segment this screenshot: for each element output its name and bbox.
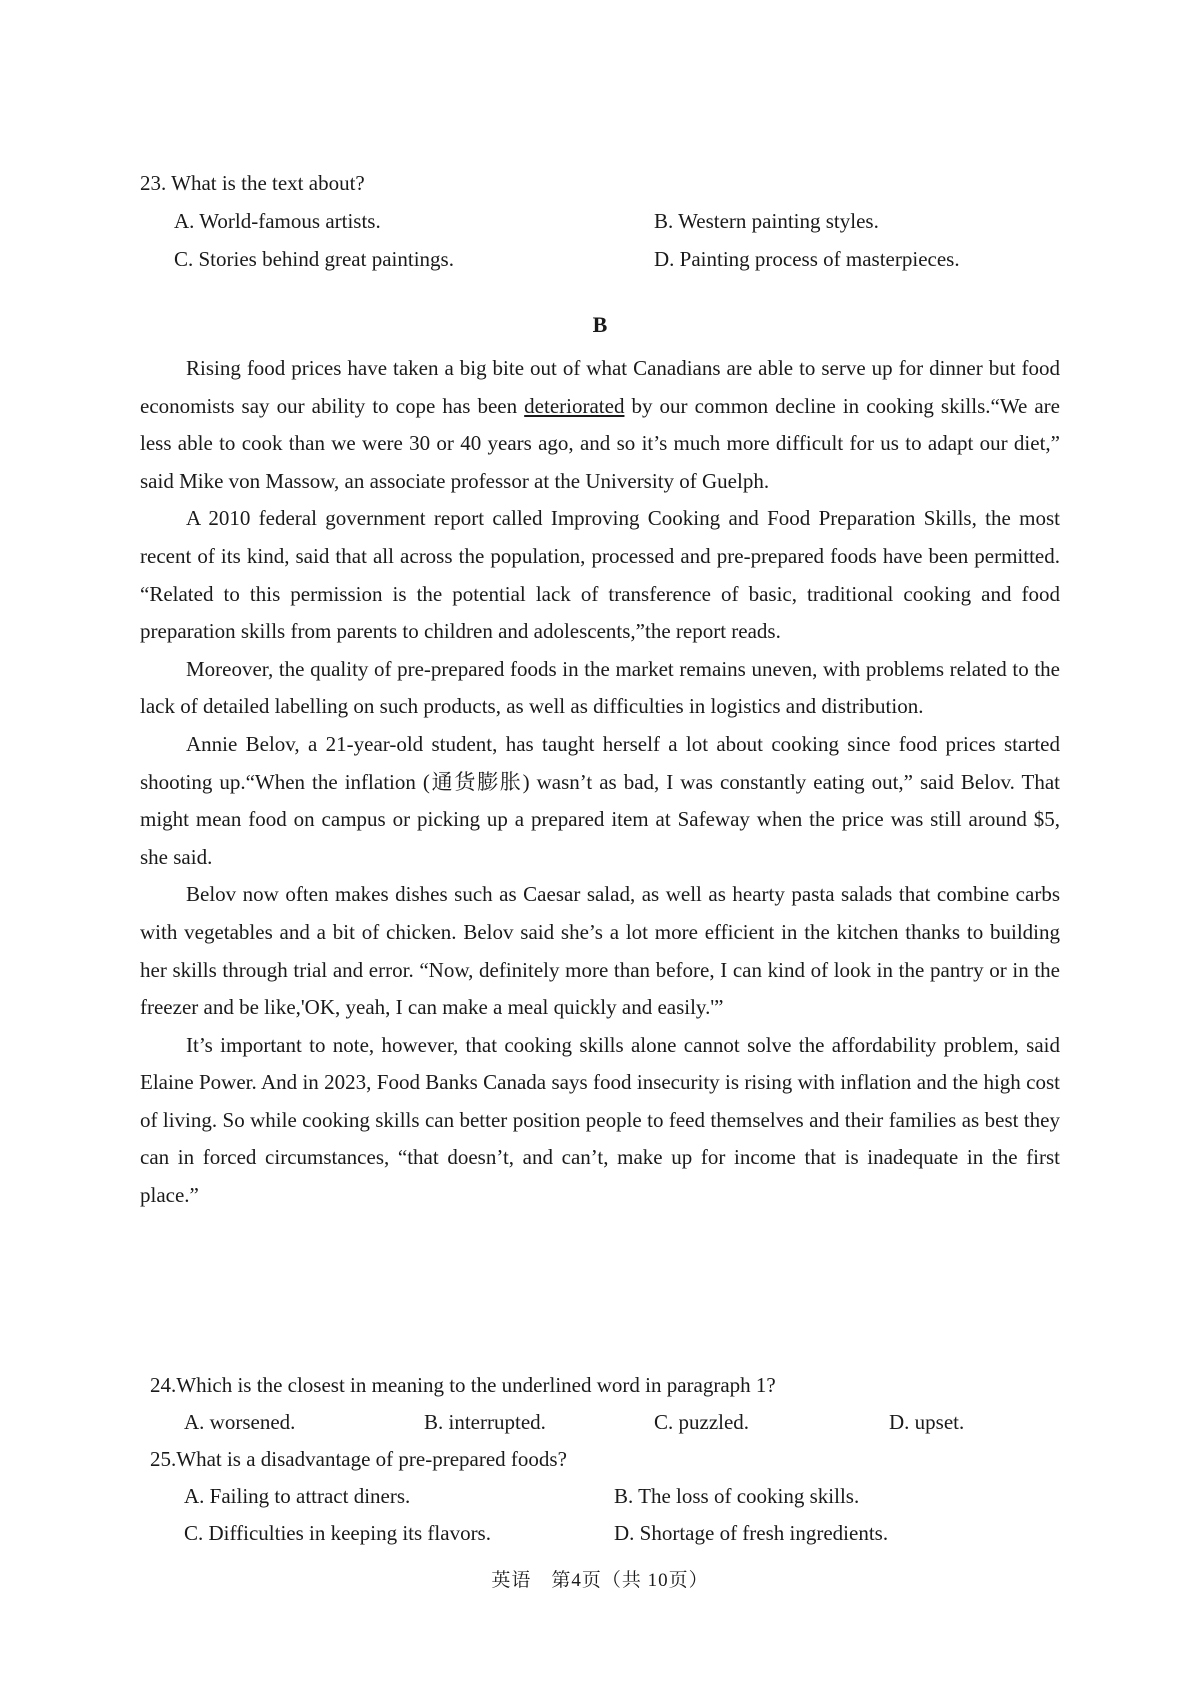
- paragraph-6: It’s important to note, however, that cooking skills alone cannot solve the affordability problem, said Elaine Power. And in 2023, Food Banks Canada says food insecurity is rising with inflation and the high cost of living. So while cooking skills can better position people to feed themselves and their families as best they can in forced circumstances, “that doesn’t, and can’t, make up for income that is inadequate in the first place.”: [140, 1032, 1060, 1208]
- option-c: C. puzzled.: [654, 1410, 750, 1434]
- question-25-stem: 25.What is a disadvantage of pre-prepared foods?: [150, 1447, 567, 1471]
- question-23-options: [140, 202, 1020, 278]
- question-23: [140, 164, 1020, 278]
- section-title: B: [592, 312, 608, 337]
- question-24-stem: 24.Which is the closest in meaning to the underlined word in paragraph 1?: [150, 1373, 776, 1397]
- question-24-options: [150, 1404, 1060, 1441]
- option-a: A. World-famous artists.: [174, 209, 381, 233]
- paragraph-2: A 2010 federal government report called Improving Cooking and Food Preparation Skills, the most recent of its kind, said that all across the population, processed and pre-prepared foods have been permitted. “Related to this permission is the potential lack of transference of basic, traditional cooking and food preparation skills from parents to children and adolescents,”the report reads.: [140, 506, 1060, 644]
- option-b: B. Western painting styles.: [654, 209, 879, 233]
- passage-b: [140, 350, 1060, 1215]
- question-23-stem: 23. What is the text about?: [140, 171, 365, 195]
- option-d: D. upset.: [889, 1410, 965, 1434]
- option-a: A. Failing to attract diners.: [184, 1484, 411, 1508]
- page-footer: 英语 第4页（共 10页）: [491, 1570, 709, 1591]
- option-b: B. The loss of cooking skills.: [614, 1484, 860, 1508]
- paragraph-4: Annie Belov, a 21-year-old student, has taught herself a lot about cooking since food prices started shooting up.“When the inflation (通货膨胀) wasn’t as bad, I was constantly eating out,” said Belov. That might mean food on campus or picking up a prepared item at Safeway when the price was still around $5, she said.: [140, 731, 1060, 869]
- paragraph-1-end: by our common decline in cooking skills.“We are less able to cook than we were 30 or 40 years ago, and so it’s much more difficult for us to adapt our diet,” said Mike von Massow, an associate professor at the University of Guelph.: [140, 393, 1060, 493]
- question-25-options: [150, 1478, 1060, 1552]
- option-d: D. Shortage of fresh ingredients.: [614, 1521, 889, 1545]
- questions-block: [150, 1367, 1060, 1552]
- option-b: B. interrupted.: [424, 1410, 546, 1434]
- paragraph-3: Moreover, the quality of pre-prepared foods in the market remains uneven, with problems related to the lack of detailed labelling on such products, as well as difficulties in logistics and distribution.: [140, 656, 1060, 719]
- option-d: D. Painting process of masterpieces.: [654, 247, 960, 271]
- paragraph-1: [140, 350, 1060, 500]
- option-a: A. worsened.: [184, 1410, 296, 1434]
- paragraph-1-start: Rising food prices have taken a big bite out of what Canadians are able to serve up for dinner but food economists say our ability to cope has been: [140, 356, 1060, 418]
- option-c: C. Difficulties in keeping its flavors.: [184, 1521, 491, 1545]
- paragraph-5: Belov now often makes dishes such as Caesar salad, as well as hearty pasta salads that combine carbs with vegetables and a bit of chicken. Belov said she’s a lot more efficient in the kitchen thanks to building her skills through trial and error. “Now, definitely more than before, I can kind of look in the pantry or in the freezer and be like,'OK, yeah, I can make a meal quickly and easily.'”: [140, 882, 1060, 1020]
- underlined-word: deteriorated: [524, 393, 625, 418]
- option-c: C. Stories behind great paintings.: [174, 247, 454, 271]
